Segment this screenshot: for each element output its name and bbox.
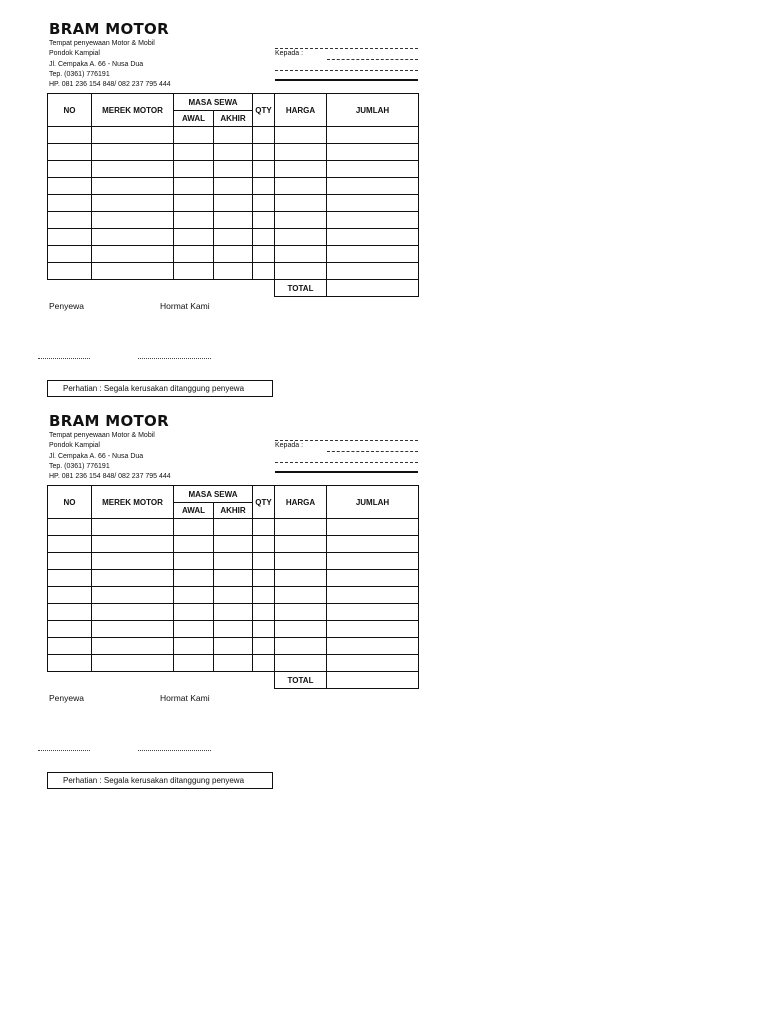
cell-harga[interactable]	[275, 178, 327, 195]
cell-jumlah[interactable]	[327, 570, 419, 587]
cell-merek[interactable]	[92, 229, 174, 246]
cell-no[interactable]	[48, 604, 92, 621]
cell-jumlah[interactable]	[327, 536, 419, 553]
total-row	[48, 672, 419, 689]
cell-awal[interactable]	[174, 178, 214, 195]
recipient-block	[275, 440, 418, 476]
cell-merek[interactable]	[92, 536, 174, 553]
cell-no[interactable]	[48, 519, 92, 536]
cell-merek[interactable]	[92, 638, 174, 655]
info-line-tagline: Tempat penyewaan Motor & Mobil	[49, 432, 155, 439]
cell-jumlah[interactable]	[327, 161, 419, 178]
cell-harga[interactable]	[275, 570, 327, 587]
cell-harga[interactable]	[275, 519, 327, 536]
cell-no[interactable]	[48, 195, 92, 212]
cell-akhir[interactable]	[214, 178, 253, 195]
cell-no[interactable]	[48, 655, 92, 672]
recipient-block	[275, 48, 418, 84]
table-row	[48, 212, 419, 229]
kepada-label: Kepada :	[275, 442, 304, 449]
info-line-tagline: Tempat penyewaan Motor & Mobil	[49, 40, 155, 47]
cell-harga[interactable]	[275, 638, 327, 655]
header-qty: QTY	[253, 94, 275, 127]
table-body	[48, 519, 419, 672]
cell-qty[interactable]	[253, 655, 275, 672]
cell-awal[interactable]	[174, 655, 214, 672]
cell-no[interactable]	[48, 144, 92, 161]
hormat-kami-label: Hormat Kami	[160, 693, 210, 703]
cell-awal[interactable]	[174, 161, 214, 178]
kepada-label: Kepada :	[275, 50, 304, 57]
dashed-line	[275, 70, 418, 71]
cell-harga[interactable]	[275, 127, 327, 144]
hormat-kami-label: Hormat Kami	[160, 301, 210, 311]
receipt-2	[0, 392, 768, 784]
kepada-fill-line[interactable]	[327, 59, 418, 60]
cell-jumlah[interactable]	[327, 127, 419, 144]
cell-merek[interactable]	[92, 195, 174, 212]
cell-merek[interactable]	[92, 570, 174, 587]
cell-qty[interactable]	[253, 212, 275, 229]
table-row	[48, 144, 419, 161]
table-row	[48, 127, 419, 144]
header-masa-sewa: MASA SEWA	[174, 94, 253, 111]
cell-no[interactable]	[48, 161, 92, 178]
info-line-address: Jl. Cempaka A. 66 - Nusa Dua	[49, 452, 144, 460]
cell-qty[interactable]	[253, 621, 275, 638]
cell-qty[interactable]	[253, 229, 275, 246]
cell-no[interactable]	[48, 621, 92, 638]
table-row	[48, 178, 419, 195]
cell-qty[interactable]	[253, 127, 275, 144]
cell-awal[interactable]	[174, 212, 214, 229]
header-jumlah: JUMLAH	[327, 94, 419, 127]
cell-merek[interactable]	[92, 127, 174, 144]
info-line-area: Pondok Kampial	[49, 50, 100, 58]
cell-jumlah[interactable]	[327, 553, 419, 570]
cell-akhir[interactable]	[214, 161, 253, 178]
cell-awal[interactable]	[174, 195, 214, 212]
info-line-area: Pondok Kampial	[49, 442, 100, 450]
cell-merek[interactable]	[92, 161, 174, 178]
table-row	[48, 587, 419, 604]
cell-awal[interactable]	[174, 519, 214, 536]
cell-qty[interactable]	[253, 178, 275, 195]
cell-jumlah[interactable]	[327, 144, 419, 161]
header-no: NO	[48, 94, 92, 127]
hormat-signature-line[interactable]	[138, 750, 211, 751]
hormat-signature-line[interactable]	[138, 358, 211, 359]
cell-merek[interactable]	[92, 553, 174, 570]
cell-akhir[interactable]	[214, 519, 253, 536]
cell-awal[interactable]	[174, 638, 214, 655]
cell-qty[interactable]	[253, 604, 275, 621]
cell-no[interactable]	[48, 553, 92, 570]
cell-awal[interactable]	[174, 229, 214, 246]
cell-qty[interactable]	[253, 246, 275, 263]
cell-akhir[interactable]	[214, 570, 253, 587]
cell-qty[interactable]	[253, 195, 275, 212]
dashed-line	[275, 48, 418, 49]
cell-jumlah[interactable]	[327, 195, 419, 212]
company-title: BRAM MOTOR	[49, 412, 169, 430]
cell-jumlah[interactable]	[327, 229, 419, 246]
cell-merek[interactable]	[92, 263, 174, 280]
cell-awal[interactable]	[174, 246, 214, 263]
header-jumlah: JUMLAH	[327, 486, 419, 519]
cell-jumlah[interactable]	[327, 621, 419, 638]
header-masa-sewa: MASA SEWA	[174, 486, 253, 503]
kepada-fill-line[interactable]	[327, 451, 418, 452]
header-qty: QTY	[253, 486, 275, 519]
cell-harga[interactable]	[275, 604, 327, 621]
penyewa-label: Penyewa	[49, 301, 84, 311]
table-row	[48, 161, 419, 178]
cell-jumlah[interactable]	[327, 655, 419, 672]
table-row	[48, 246, 419, 263]
total-label: TOTAL	[275, 280, 327, 297]
cell-awal[interactable]	[174, 263, 214, 280]
cell-akhir[interactable]	[214, 229, 253, 246]
cell-no[interactable]	[48, 212, 92, 229]
cell-awal[interactable]	[174, 604, 214, 621]
cell-akhir[interactable]	[214, 536, 253, 553]
cell-harga[interactable]	[275, 621, 327, 638]
cell-merek[interactable]	[92, 246, 174, 263]
cell-harga[interactable]	[275, 246, 327, 263]
cell-akhir[interactable]	[214, 212, 253, 229]
cell-qty[interactable]	[253, 161, 275, 178]
cell-awal[interactable]	[174, 144, 214, 161]
cell-no[interactable]	[48, 246, 92, 263]
cell-akhir[interactable]	[214, 127, 253, 144]
header-harga: HARGA	[275, 94, 327, 127]
table-row	[48, 195, 419, 212]
cell-awal[interactable]	[174, 570, 214, 587]
cell-jumlah[interactable]	[327, 178, 419, 195]
cell-harga[interactable]	[275, 195, 327, 212]
cell-jumlah[interactable]	[327, 246, 419, 263]
cell-jumlah[interactable]	[327, 638, 419, 655]
header-akhir: AKHIR	[214, 111, 253, 127]
cell-akhir[interactable]	[214, 144, 253, 161]
table-body	[48, 127, 419, 280]
table-row	[48, 604, 419, 621]
info-line-address: Jl. Cempaka A. 66 - Nusa Dua	[49, 60, 144, 68]
penyewa-signature-line[interactable]	[38, 358, 90, 359]
cell-akhir[interactable]	[214, 195, 253, 212]
cell-qty[interactable]	[253, 570, 275, 587]
cell-harga[interactable]	[275, 161, 327, 178]
cell-akhir[interactable]	[214, 263, 253, 280]
cell-no[interactable]	[48, 178, 92, 195]
cell-akhir[interactable]	[214, 638, 253, 655]
table-row	[48, 638, 419, 655]
solid-divider	[275, 79, 418, 81]
cell-qty[interactable]	[253, 263, 275, 280]
cell-qty[interactable]	[253, 519, 275, 536]
cell-no[interactable]	[48, 570, 92, 587]
total-spacer	[48, 672, 275, 689]
header-merek-motor: MEREK MOTOR	[92, 94, 174, 127]
cell-harga[interactable]	[275, 144, 327, 161]
cell-jumlah[interactable]	[327, 519, 419, 536]
dashed-line	[275, 440, 418, 441]
info-line-mobile: HP. 081 236 154 848/ 082 237 795 444	[49, 81, 171, 89]
cell-qty[interactable]	[253, 144, 275, 161]
cell-jumlah[interactable]	[327, 212, 419, 229]
dashed-line	[275, 462, 418, 463]
company-info	[49, 431, 171, 482]
cell-no[interactable]	[48, 536, 92, 553]
rental-table	[47, 93, 419, 297]
total-value[interactable]	[327, 280, 419, 297]
total-value[interactable]	[327, 672, 419, 689]
notice-box: Perhatian : Segala kerusakan ditanggung penyewa	[47, 380, 273, 397]
cell-harga[interactable]	[275, 655, 327, 672]
cell-awal[interactable]	[174, 536, 214, 553]
header-no: NO	[48, 486, 92, 519]
cell-jumlah[interactable]	[327, 587, 419, 604]
cell-akhir[interactable]	[214, 655, 253, 672]
table-row	[48, 536, 419, 553]
header-merek-motor: MEREK MOTOR	[92, 486, 174, 519]
cell-merek[interactable]	[92, 212, 174, 229]
notice-box: Perhatian : Segala kerusakan ditanggung penyewa	[47, 772, 273, 789]
cell-no[interactable]	[48, 638, 92, 655]
cell-harga[interactable]	[275, 553, 327, 570]
cell-no[interactable]	[48, 263, 92, 280]
total-label: TOTAL	[275, 672, 327, 689]
table-row	[48, 229, 419, 246]
cell-harga[interactable]	[275, 587, 327, 604]
header-harga: HARGA	[275, 486, 327, 519]
cell-harga[interactable]	[275, 263, 327, 280]
cell-merek[interactable]	[92, 655, 174, 672]
cell-no[interactable]	[48, 587, 92, 604]
cell-merek[interactable]	[92, 519, 174, 536]
cell-awal[interactable]	[174, 587, 214, 604]
table-row	[48, 570, 419, 587]
total-row	[48, 280, 419, 297]
penyewa-signature-line[interactable]	[38, 750, 90, 751]
cell-qty[interactable]	[253, 638, 275, 655]
table-row	[48, 655, 419, 672]
solid-divider	[275, 471, 418, 473]
table-row	[48, 553, 419, 570]
table-row	[48, 621, 419, 638]
header-akhir: AKHIR	[214, 503, 253, 519]
header-awal: AWAL	[174, 503, 214, 519]
cell-akhir[interactable]	[214, 587, 253, 604]
cell-akhir[interactable]	[214, 604, 253, 621]
cell-harga[interactable]	[275, 229, 327, 246]
cell-awal[interactable]	[174, 553, 214, 570]
cell-qty[interactable]	[253, 553, 275, 570]
info-line-phone: Tep. (0361) 776191	[49, 462, 110, 470]
table-row	[48, 519, 419, 536]
company-title: BRAM MOTOR	[49, 20, 169, 38]
cell-qty[interactable]	[253, 536, 275, 553]
info-line-phone: Tep. (0361) 776191	[49, 70, 110, 78]
penyewa-label: Penyewa	[49, 693, 84, 703]
cell-merek[interactable]	[92, 621, 174, 638]
cell-awal[interactable]	[174, 621, 214, 638]
cell-merek[interactable]	[92, 178, 174, 195]
cell-akhir[interactable]	[214, 553, 253, 570]
total-spacer	[48, 280, 275, 297]
cell-akhir[interactable]	[214, 621, 253, 638]
company-info	[49, 39, 171, 90]
cell-jumlah[interactable]	[327, 263, 419, 280]
cell-harga[interactable]	[275, 536, 327, 553]
table-row	[48, 263, 419, 280]
cell-jumlah[interactable]	[327, 604, 419, 621]
cell-harga[interactable]	[275, 212, 327, 229]
cell-awal[interactable]	[174, 127, 214, 144]
cell-no[interactable]	[48, 229, 92, 246]
cell-merek[interactable]	[92, 604, 174, 621]
info-line-mobile: HP. 081 236 154 848/ 082 237 795 444	[49, 473, 171, 481]
cell-no[interactable]	[48, 127, 92, 144]
cell-merek[interactable]	[92, 587, 174, 604]
cell-merek[interactable]	[92, 144, 174, 161]
receipt-1	[0, 0, 768, 392]
cell-qty[interactable]	[253, 587, 275, 604]
rental-table	[47, 485, 419, 689]
cell-akhir[interactable]	[214, 246, 253, 263]
header-awal: AWAL	[174, 111, 214, 127]
